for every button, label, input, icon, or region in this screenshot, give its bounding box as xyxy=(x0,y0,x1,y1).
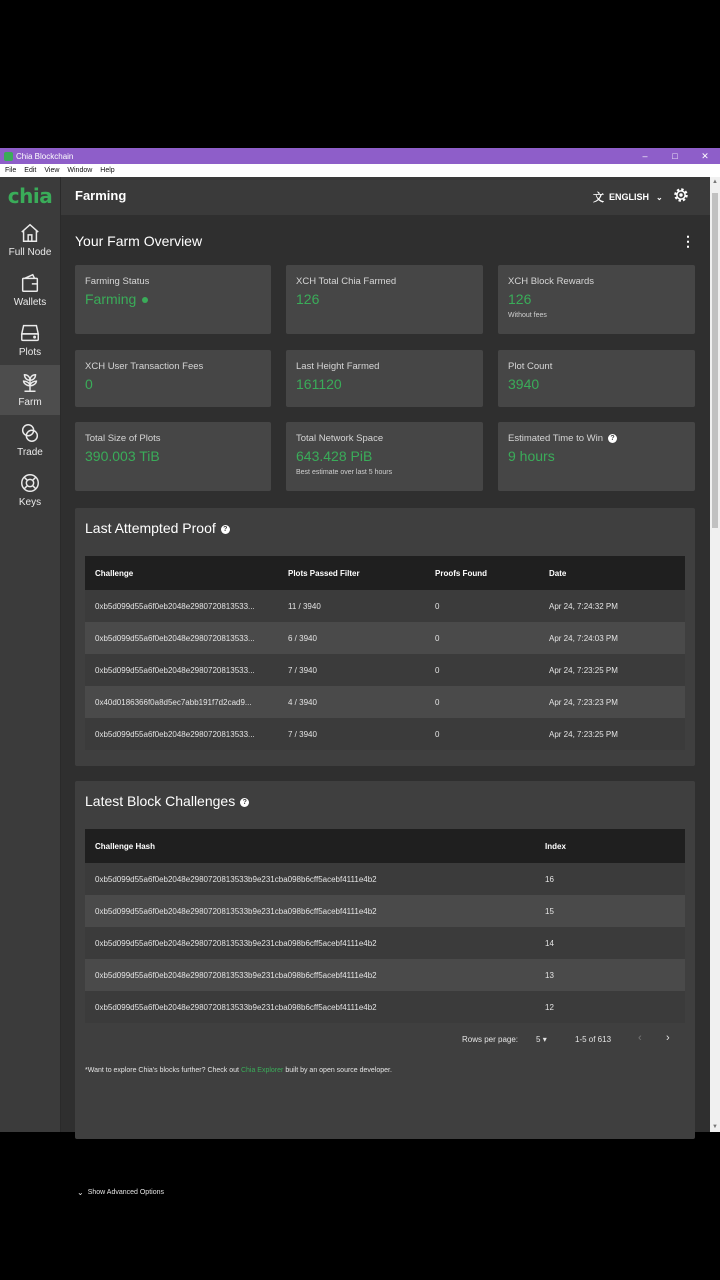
date-cell: Apr 24, 7:23:25 PM xyxy=(549,665,618,675)
sidebar-item-keys[interactable] xyxy=(0,465,60,515)
challenge-hash-cell: 0xb5d099d55a6f0eb2048e2980720813533b9e231cba098b6cff5acebf4111e4b2 xyxy=(95,970,377,980)
maximize-icon[interactable]: □ xyxy=(672,150,678,161)
plots-passed-cell: 4 / 3940 xyxy=(288,697,317,707)
table-row xyxy=(85,590,685,622)
card-total-size-of-plots xyxy=(75,422,271,491)
date-cell: Apr 24, 7:23:25 PM xyxy=(549,729,618,739)
menu-edit[interactable]: Edit xyxy=(24,167,37,174)
dropdown-arrow-icon: ▾ xyxy=(542,1035,547,1044)
card-value: Farming xyxy=(85,291,137,307)
card-subtext: Best estimate over last 5 hours xyxy=(296,469,393,476)
column-header: Proofs Found xyxy=(435,568,487,578)
vertical-scrollbar[interactable] xyxy=(710,177,720,1132)
app-window xyxy=(0,148,720,1197)
challenges-table xyxy=(85,829,685,1023)
rows-per-page-value: 5 xyxy=(536,1035,541,1044)
challenge-cell: 0xb5d099d55a6f0eb2048e2980720813533... xyxy=(95,665,255,675)
table-header xyxy=(85,829,685,863)
trade-icon xyxy=(19,422,41,444)
previous-page-icon[interactable]: ‹ xyxy=(638,1032,642,1044)
index-cell: 14 xyxy=(545,938,554,948)
column-header: Date xyxy=(549,568,567,578)
card-value: 126 xyxy=(296,291,320,307)
advanced-options-label: Show Advanced Options xyxy=(87,1189,164,1196)
card-label: Estimated Time to Win xyxy=(508,433,604,444)
panel-title: Last Attempted Proof xyxy=(85,520,216,536)
challenge-cell: 0xb5d099d55a6f0eb2048e2980720813533... xyxy=(95,729,255,739)
language-selector[interactable] xyxy=(593,189,663,205)
card-last-height-farmed xyxy=(286,350,483,407)
card-value: 9 hours xyxy=(508,448,555,464)
sidebar-item-full-node[interactable] xyxy=(0,215,60,265)
table-row xyxy=(85,718,685,750)
note-suffix: built by an open source developer. xyxy=(285,1067,392,1074)
sidebar-item-plots[interactable] xyxy=(0,315,60,365)
index-cell: 13 xyxy=(545,970,554,980)
card-value: 390.003 TiB xyxy=(85,448,160,464)
chevron-down-icon: ⌄ xyxy=(77,1188,84,1197)
help-icon[interactable]: ? xyxy=(221,525,230,534)
card-value: 643.428 PiB xyxy=(296,448,373,464)
table-row xyxy=(85,959,685,991)
menu-view[interactable]: View xyxy=(44,167,60,174)
table-row xyxy=(85,686,685,718)
card-total-chia-farmed xyxy=(286,265,483,334)
card-block-rewards xyxy=(498,265,695,334)
note-prefix: *Want to explore Chia's blocks further? Check out xyxy=(85,1067,239,1074)
date-cell: Apr 24, 7:23:23 PM xyxy=(549,697,618,707)
card-transaction-fees xyxy=(75,350,271,407)
scroll-down-icon[interactable]: ▼ xyxy=(712,1124,718,1130)
proofs-found-cell: 0 xyxy=(435,665,440,675)
menu-help[interactable]: Help xyxy=(100,167,115,174)
card-label: Total Size of Plots xyxy=(85,433,161,444)
main-content xyxy=(61,215,710,1197)
date-cell: Apr 24, 7:24:32 PM xyxy=(549,601,618,611)
column-header: Challenge xyxy=(95,568,134,578)
gear-icon[interactable] xyxy=(672,186,690,204)
last-attempted-proof-panel xyxy=(75,508,695,766)
table-row xyxy=(85,654,685,686)
sidebar-item-trade[interactable] xyxy=(0,415,60,465)
page-title: Farming xyxy=(75,188,127,203)
card-label: Last Height Farmed xyxy=(296,361,380,372)
index-cell: 15 xyxy=(545,906,554,916)
table-row xyxy=(85,863,685,895)
table-row xyxy=(85,991,685,1023)
date-cell: Apr 24, 7:24:03 PM xyxy=(549,633,618,643)
sidebar-item-label: Wallets xyxy=(13,297,47,308)
table-row xyxy=(85,895,685,927)
proofs-found-cell: 0 xyxy=(435,601,440,611)
sidebar-item-label: Full Node xyxy=(8,247,52,258)
column-header: Challenge Hash xyxy=(95,841,156,851)
menu-bar xyxy=(0,164,720,177)
card-estimated-time-to-win xyxy=(498,422,695,491)
card-value: 0 xyxy=(85,376,93,392)
sidebar xyxy=(0,177,61,1132)
card-label: Plot Count xyxy=(508,361,553,372)
chia-app-icon xyxy=(4,152,13,161)
challenge-cell: 0xb5d099d55a6f0eb2048e2980720813533... xyxy=(95,601,255,611)
plots-passed-cell: 6 / 3940 xyxy=(288,633,317,643)
farm-overview-title: Your Farm Overview xyxy=(75,233,203,249)
rows-per-page-label: Rows per page: xyxy=(462,1035,519,1044)
close-icon[interactable]: ✕ xyxy=(701,150,709,161)
lifebuoy-icon xyxy=(19,472,41,494)
proofs-found-cell: 0 xyxy=(435,697,440,707)
card-label: XCH User Transaction Fees xyxy=(85,361,204,372)
proofs-found-cell: 0 xyxy=(435,729,440,739)
card-label: XCH Block Rewards xyxy=(508,276,595,287)
sidebar-item-label: Keys xyxy=(18,497,42,508)
translate-icon: 文 xyxy=(593,192,604,204)
card-value: 161120 xyxy=(296,376,342,392)
card-label: XCH Total Chia Farmed xyxy=(296,276,397,287)
latest-block-challenges-panel xyxy=(75,781,695,1139)
challenge-hash-cell: 0xb5d099d55a6f0eb2048e2980720813533b9e231cba098b6cff5acebf4111e4b2 xyxy=(95,906,377,916)
card-farming-status xyxy=(75,265,271,334)
chia-logo[interactable]: chia xyxy=(7,184,53,208)
index-cell: 16 xyxy=(545,874,554,884)
hard-drive-icon xyxy=(19,322,41,344)
column-header: Index xyxy=(545,841,566,851)
card-network-space xyxy=(286,422,483,491)
scroll-up-icon[interactable]: ▲ xyxy=(712,179,718,185)
plots-passed-cell: 7 / 3940 xyxy=(288,665,317,675)
challenge-cell: 0x40d0186366f0a8d5ec7abb191f7d2cad9... xyxy=(95,697,252,707)
sidebar-item-wallets[interactable] xyxy=(0,265,60,315)
menu-file[interactable]: File xyxy=(5,167,17,174)
rows-per-page-select[interactable] xyxy=(536,1035,547,1044)
card-label: Total Network Space xyxy=(296,433,384,444)
window-title: Chia Blockchain xyxy=(16,151,74,161)
index-cell: 12 xyxy=(545,1002,554,1012)
top-app-bar xyxy=(61,177,710,215)
table-row xyxy=(85,622,685,654)
chia-explorer-link[interactable]: Chia Explorer xyxy=(240,1067,284,1074)
home-icon xyxy=(19,222,41,244)
table-row xyxy=(85,927,685,959)
menu-window[interactable]: Window xyxy=(67,167,93,174)
card-value: 3940 xyxy=(508,376,540,392)
table-header xyxy=(85,556,685,590)
card-plot-count xyxy=(498,350,695,407)
sidebar-item-label: Trade xyxy=(17,447,43,458)
panel-title: Latest Block Challenges xyxy=(85,793,236,809)
challenge-hash-cell: 0xb5d099d55a6f0eb2048e2980720813533b9e231cba098b6cff5acebf4111e4b2 xyxy=(95,1002,377,1012)
challenge-hash-cell: 0xb5d099d55a6f0eb2048e2980720813533b9e231cba098b6cff5acebf4111e4b2 xyxy=(95,938,377,948)
next-page-icon[interactable]: › xyxy=(666,1032,670,1044)
explorer-note xyxy=(85,1067,392,1074)
window-titlebar xyxy=(0,148,720,164)
status-dot-icon xyxy=(142,297,148,303)
column-header: Plots Passed Filter xyxy=(288,568,360,578)
more-options-icon[interactable]: ⋮ xyxy=(681,233,695,249)
challenge-hash-cell: 0xb5d099d55a6f0eb2048e2980720813533b9e231cba098b6cff5acebf4111e4b2 xyxy=(95,874,377,884)
sidebar-item-farm[interactable] xyxy=(0,365,60,415)
proofs-found-cell: 0 xyxy=(435,633,440,643)
card-label: Farming Status xyxy=(85,276,150,287)
sidebar-item-label: Farm xyxy=(18,397,42,408)
plots-passed-cell: 11 / 3940 xyxy=(288,601,321,611)
scrollbar-thumb[interactable] xyxy=(712,193,718,528)
sidebar-item-label: Plots xyxy=(18,347,42,358)
sprout-icon xyxy=(19,372,41,394)
pagination-range: 1-5 of 613 xyxy=(575,1035,612,1044)
minimize-icon[interactable]: – xyxy=(642,150,648,161)
show-advanced-options-toggle[interactable] xyxy=(77,1188,164,1197)
plots-passed-cell: 7 / 3940 xyxy=(288,729,317,739)
card-value: 126 xyxy=(508,291,532,307)
wallet-icon xyxy=(19,272,41,294)
language-label: ENGLISH xyxy=(609,192,650,202)
challenge-cell: 0xb5d099d55a6f0eb2048e2980720813533... xyxy=(95,633,255,643)
help-icon[interactable]: ? xyxy=(240,798,249,807)
card-subtext: Without fees xyxy=(508,312,547,319)
proof-table xyxy=(85,556,685,750)
help-icon[interactable]: ? xyxy=(608,434,617,443)
chevron-down-icon: ⌄ xyxy=(656,192,663,202)
